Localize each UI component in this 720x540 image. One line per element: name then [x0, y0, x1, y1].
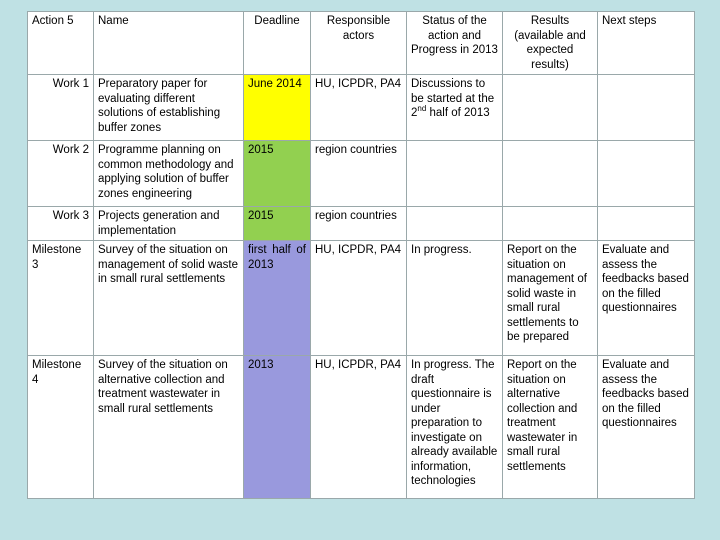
row-actors: HU, ICPDR, PA4 [311, 356, 407, 499]
row-status [407, 141, 503, 207]
row-status: In progress. [407, 241, 503, 356]
row-results [503, 207, 598, 241]
row-next-steps [598, 141, 695, 207]
row-deadline: first half of 2013 [244, 241, 311, 356]
row-actors: HU, ICPDR, PA4 [311, 241, 407, 356]
row-name: Preparatory paper for evaluating different solutions of establishing buffer zones [94, 75, 244, 141]
header-actors: Responsible actors [311, 12, 407, 75]
header-name: Name [94, 12, 244, 75]
row-deadline: 2015 [244, 141, 311, 207]
row-actors: region countries [311, 141, 407, 207]
table-row [28, 75, 695, 141]
row-actors: HU, ICPDR, PA4 [311, 75, 407, 141]
header-row [28, 12, 695, 75]
row-label: Milestone 4 [28, 356, 94, 499]
table-row [28, 207, 695, 241]
action-plan-table [27, 11, 695, 499]
row-results: Report on the situation on management of solid waste in small rural settlements to be prepared [503, 241, 598, 356]
row-results [503, 141, 598, 207]
row-name: Programme planning on common methodology and applying solution of buffer zones engineering [94, 141, 244, 207]
header-action: Action 5 [28, 12, 94, 75]
row-next-steps: Evaluate and assess the feedbacks based on the filled questionnaires [598, 241, 695, 356]
row-status [407, 207, 503, 241]
row-actors: region countries [311, 207, 407, 241]
row-deadline: 2013 [244, 356, 311, 499]
row-label: Work 1 [28, 75, 94, 141]
header-status: Status of the action and Progress in 2013 [407, 12, 503, 75]
table-row [28, 241, 695, 356]
row-name: Projects generation and implementation [94, 207, 244, 241]
row-label: Work 2 [28, 141, 94, 207]
row-name: Survey of the situation on alternative collection and treatment wastewater in small rural settlements [94, 356, 244, 499]
header-next-steps: Next steps [598, 12, 695, 75]
row-deadline: June 2014 [244, 75, 311, 141]
row-next-steps: Evaluate and assess the feedbacks based on the filled questionnaires [598, 356, 695, 499]
row-label: Work 3 [28, 207, 94, 241]
header-results: Results (available and expected results) [503, 12, 598, 75]
row-name: Survey of the situation on management of solid waste in small rural settlements [94, 241, 244, 356]
row-results: Report on the situation on alternative collection and treatment wastewater in small rural settlements [503, 356, 598, 499]
table-row [28, 356, 695, 499]
row-label: Milestone 3 [28, 241, 94, 356]
table-row [28, 141, 695, 207]
row-status: Discussions to be started at the 2nd half of 2013 [407, 75, 503, 141]
header-deadline: Deadline [244, 12, 311, 75]
row-status: In progress. The draft questionnaire is under preparation to investigate on already available information, technologies [407, 356, 503, 499]
row-deadline: 2015 [244, 207, 311, 241]
row-next-steps [598, 75, 695, 141]
row-results [503, 75, 598, 141]
row-next-steps [598, 207, 695, 241]
